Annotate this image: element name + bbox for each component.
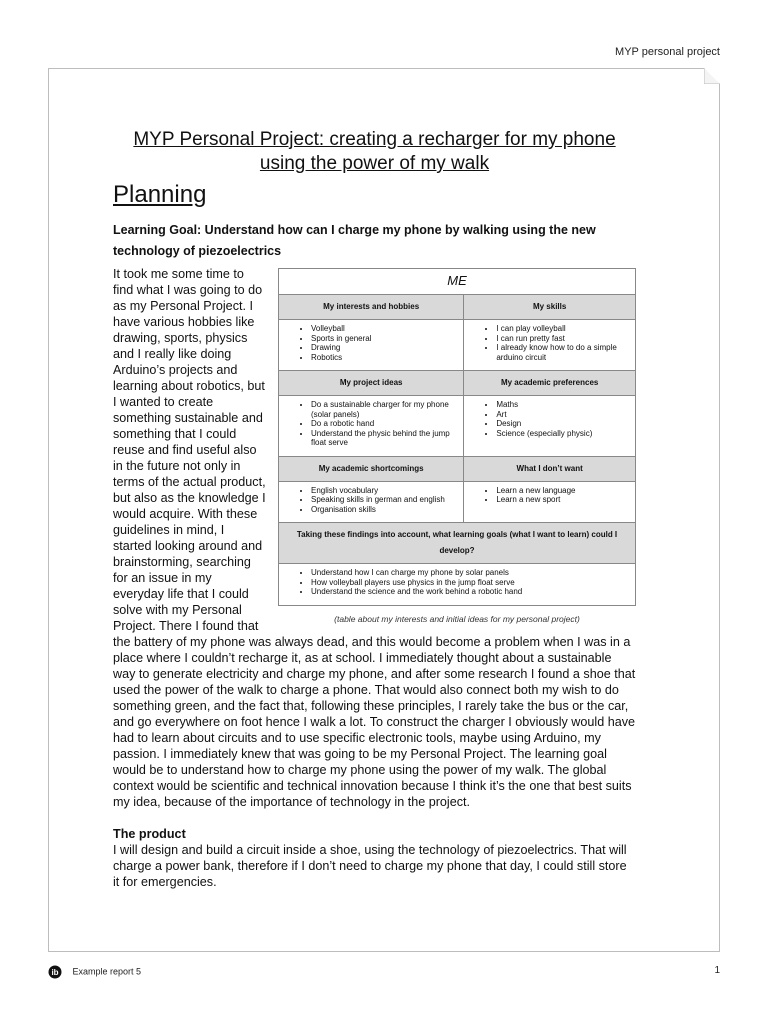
list-item: • Volleyball xyxy=(311,324,459,334)
list-item: • Do a robotic hand xyxy=(311,419,459,429)
list-item: • Understand the physic behind the jump float serve xyxy=(311,429,459,448)
list-item: • Design xyxy=(496,419,631,429)
folded-corner-icon xyxy=(704,68,720,84)
list-item: • Speaking skills in german and english xyxy=(311,495,459,505)
svg-text:ib: ib xyxy=(51,968,59,977)
ib-logo-icon xyxy=(48,965,62,979)
list-item: • I can play volleyball xyxy=(496,324,631,334)
title-line-2: using the power of my walk xyxy=(259,153,490,174)
preferences-header: My academic preferences xyxy=(464,371,636,396)
list-item: • Robotics xyxy=(311,353,459,363)
product-paragraph: I will design and build a circuit inside a shoe, using the technology of piezoelectrics. That will charge a power bank, therefore if I don’t need to charge my phone that day, I could still store it for emergencies. xyxy=(113,843,627,889)
shortcomings-header: My academic shortcomings xyxy=(279,456,464,481)
list-item: • Do a sustainable charger for my phone (solar panels) xyxy=(311,400,459,419)
learning-goals-header: Taking these findings into account, what learning goals (what I want to learn) could I develop? xyxy=(279,523,636,564)
title-line-1: MYP Personal Project: creating a recharger for my phone xyxy=(133,129,616,150)
learning-goals-cell xyxy=(279,564,636,606)
list-item: • Art xyxy=(496,410,631,420)
ideas-cell xyxy=(279,396,464,457)
list-item: • Understand how I can charge my phone by solar panels xyxy=(311,568,631,578)
interests-cell xyxy=(279,320,464,371)
document-title xyxy=(113,128,636,176)
table-caption: (table about my interests and initial ideas for my personal project) xyxy=(334,613,580,624)
intro-paragraph: It took me some time to find what I was going to do as my Personal Project. I have various hobbies like drawing, sports, physics and I really like doing Arduino’s projects and learning about robotics, but I wanted to create something sustainable and something that I could reuse and find useful also in the future not only in terms of the actual product, but also as the knowledge I would acquire. With these guidelines in mind, I started looking around and brainstorming, searching for an issue in my everyday life that I could solve with my Personal Project. There I found that the battery of my phone was always dead, and this would become a problem when I was in a place where I couldn’t recharge it, as at school. I immediately thought about a sustainable way to generate electricity and charge my phone, and after some research I found a shoe that used the power of the walk to charge a phone. That would also connect both my wish to do something green, and the fact that, following these principles, I rarely take the bus or the car, and go everywhere on foot hence I walk a lot. To construct the charger I obviously would have had to learn about circuits and to use specific electronic tools, maybe using Arduino, my passion. I immediately knew that was going to be my Personal Project. The learning goal would be to understand how to charge my phone using the power of my walk. The global context would be scientific and technical innovation because I think it’s the one that best suits my idea, because of the importance of technology in the project. xyxy=(113,267,636,809)
me-table-title: ME xyxy=(279,269,636,295)
list-item: • Organisation skills xyxy=(311,505,459,515)
document-body xyxy=(113,128,636,890)
list-item: • Sports in general xyxy=(311,334,459,344)
section-heading-planning: Planning xyxy=(113,181,207,208)
list-item: • I can run pretty fast xyxy=(496,334,631,344)
product-heading: The product xyxy=(113,827,186,841)
dont-want-header: What I don’t want xyxy=(464,456,636,481)
list-item: • Learn a new language xyxy=(496,486,631,496)
footer xyxy=(48,965,141,979)
list-item: • English vocabulary xyxy=(311,486,459,496)
list-item: • Maths xyxy=(496,400,631,410)
dont-want-cell xyxy=(464,481,636,523)
list-item: • How volleyball players use physics in the jump float serve xyxy=(311,578,631,588)
list-item: • Understand the science and the work behind a robotic hand xyxy=(311,587,631,597)
ideas-header: My project ideas xyxy=(279,371,464,396)
list-item: • I already know how to do a simple arduino circuit xyxy=(496,343,631,362)
running-header: MYP personal project xyxy=(615,46,720,58)
list-item: • Science (especially physic) xyxy=(496,429,631,439)
preferences-cell xyxy=(464,396,636,457)
skills-cell xyxy=(464,320,636,371)
page-number: 1 xyxy=(714,965,720,976)
learning-goal: Learning Goal: Understand how can I charge my phone by walking using the new technology of piezoelectrics xyxy=(113,223,596,258)
me-table-figure xyxy=(278,268,636,627)
footer-label: Example report 5 xyxy=(72,966,142,977)
list-item: • Learn a new sport xyxy=(496,495,631,505)
me-table xyxy=(278,268,636,606)
shortcomings-cell xyxy=(279,481,464,523)
intro-paragraph-wrapper xyxy=(113,266,636,810)
list-item: • Drawing xyxy=(311,343,459,353)
skills-header: My skills xyxy=(464,295,636,320)
interests-header: My interests and hobbies xyxy=(279,295,464,320)
